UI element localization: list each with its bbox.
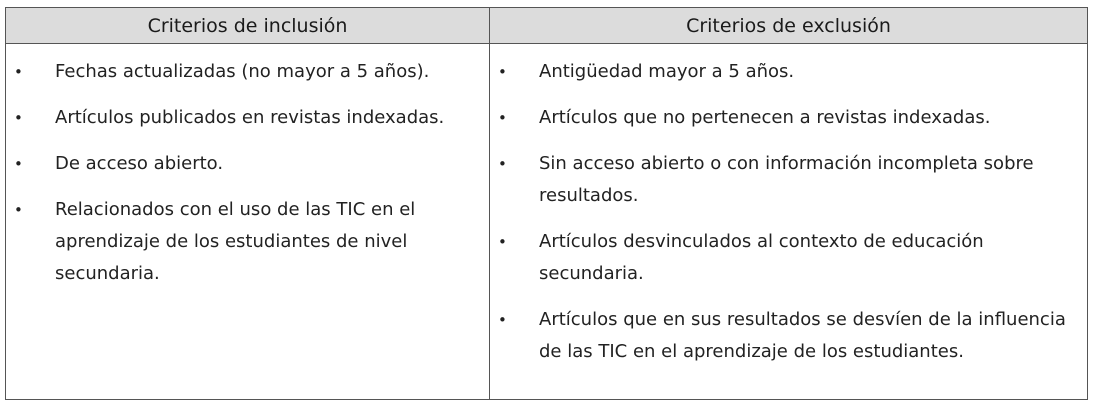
inclusion-list: [6, 56, 489, 290]
inclusion-item-text: Fechas actualizadas (no mayor a 5 años).: [55, 61, 430, 82]
exclusion-item-text: Antigüedad mayor a 5 años.: [539, 61, 795, 82]
exclusion-item-text: Artículos desvinculados al contexto de educación secundaria.: [539, 231, 984, 284]
inclusion-header: Criterios de inclusión: [6, 8, 490, 43]
bullet-icon: •: [498, 311, 507, 329]
inclusion-item: [6, 194, 489, 290]
inclusion-item: [6, 102, 489, 134]
bullet-icon: •: [14, 63, 23, 81]
criteria-table: [5, 7, 1088, 400]
inclusion-item: [6, 148, 489, 180]
exclusion-header: Criterios de exclusión: [686, 14, 891, 37]
exclusion-list: [490, 56, 1087, 368]
bullet-icon: •: [498, 233, 507, 251]
exclusion-item-text: Sin acceso abierto o con información incompleta sobre resultados.: [539, 153, 1034, 206]
bullet-icon: •: [14, 109, 23, 127]
exclusion-item-text: Artículos que no pertenecen a revistas indexadas.: [539, 107, 991, 128]
inclusion-cell: [6, 44, 490, 399]
inclusion-item-text: Artículos publicados en revistas indexadas.: [55, 107, 445, 128]
exclusion-item: [490, 102, 1087, 134]
table-body-row: [6, 44, 1087, 399]
exclusion-item: [490, 148, 1087, 212]
exclusion-item-text: Artículos que en sus resultados se desvíen de la influencia de las TIC en el aprendizaje de los estudiantes.: [539, 309, 1066, 362]
bullet-icon: •: [14, 201, 23, 219]
exclusion-item: [490, 304, 1087, 368]
bullet-icon: •: [498, 63, 507, 81]
exclusion-cell: [490, 44, 1087, 399]
bullet-icon: •: [14, 155, 23, 173]
bullet-icon: •: [498, 155, 507, 173]
exclusion-item: [490, 226, 1087, 290]
inclusion-item-text: Relacionados con el uso de las TIC en el aprendizaje de los estudiantes de nivel secundaria.: [55, 199, 416, 284]
table-header-row: [6, 8, 1087, 44]
exclusion-item: [490, 56, 1087, 88]
bullet-icon: •: [498, 109, 507, 127]
inclusion-item: [6, 56, 489, 88]
inclusion-item-text: De acceso abierto.: [55, 153, 224, 174]
